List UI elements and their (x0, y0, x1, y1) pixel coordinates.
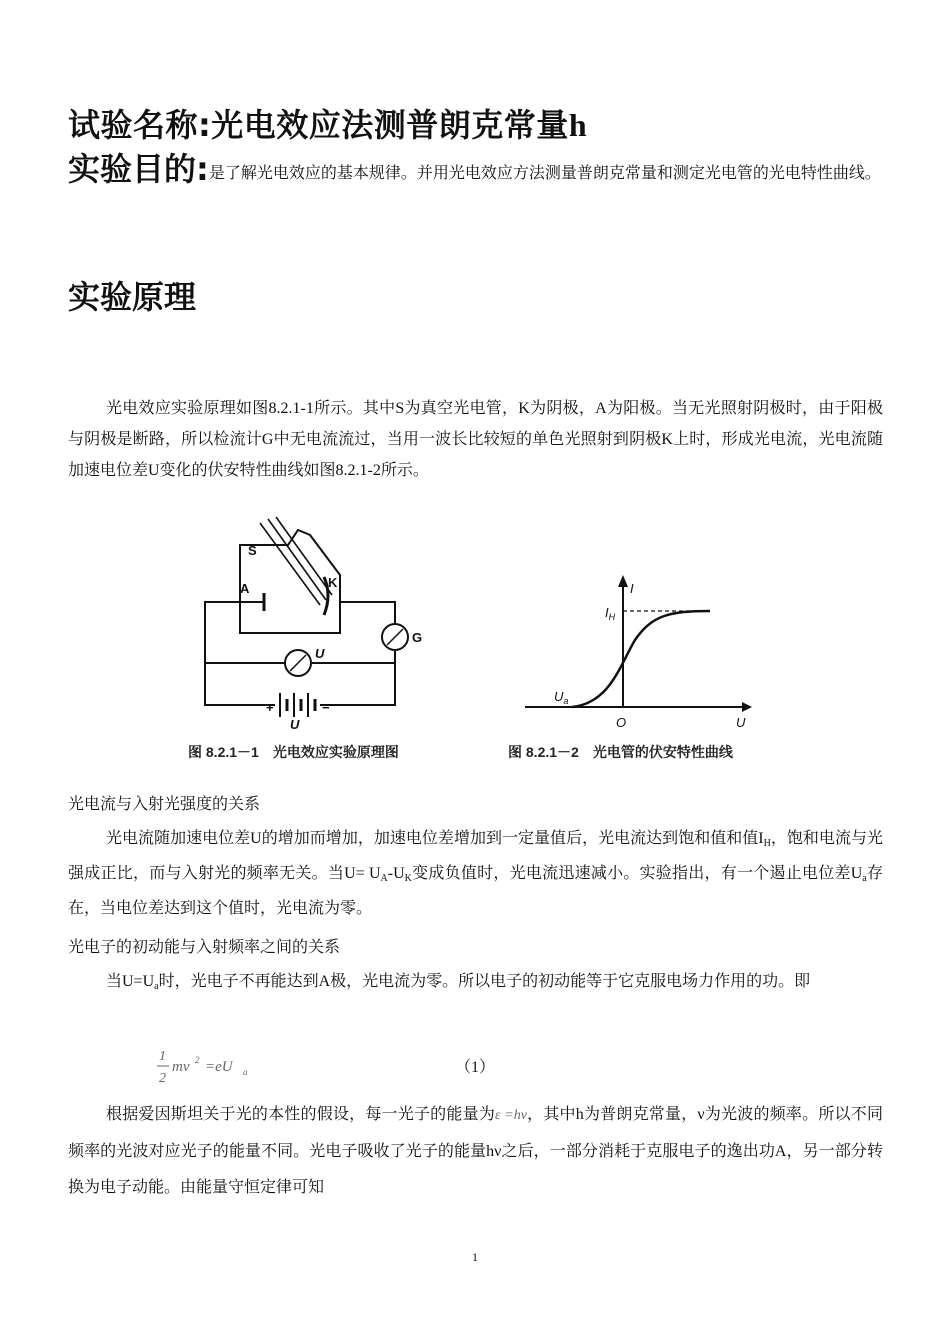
subheading-intensity: 光电流与入射光强度的关系 (68, 796, 261, 813)
label-O: O (616, 715, 627, 730)
page-number: 1 (472, 1250, 478, 1264)
label-G: G (412, 630, 423, 645)
equation-number: （1） (455, 1059, 496, 1076)
svg-text:a: a (243, 1067, 248, 1077)
wire-right-bottom (320, 651, 395, 705)
section-heading: 实验原理 (68, 278, 197, 316)
title-cjk: 试验名称:光电效应法测普朗克常量 (68, 106, 569, 144)
title-latin: h (568, 107, 588, 143)
page-title (68, 100, 587, 146)
label-K: K (328, 575, 338, 590)
paragraph-frequency: 当$U=U_a$时，光电子不再能达到A极，光电流为零。所以电子的初动能等于它克服电场力作用的功。即 (106, 973, 811, 992)
label-plus: + (266, 700, 274, 715)
formula-kinetic-energy (155, 1044, 255, 1090)
iv-curve (572, 611, 710, 707)
label-minus: − (322, 700, 330, 715)
caption-left: 图 8.2.1－1 光电效应实验原理图 (188, 744, 399, 760)
figure-photoelectric (180, 515, 780, 765)
svg-text:1: 1 (159, 1049, 166, 1064)
goal-label: 实验目的: (68, 150, 209, 188)
svg-text:2: 2 (195, 1055, 200, 1065)
subheading-frequency: 光电子的初动能与入射频率之间的关系 (68, 939, 341, 956)
goal-text: 是了解光电效应的基本规律。并用光电效应方法测量普朗克常量和测定光电管的光电特性曲线。 (208, 165, 881, 182)
paragraph-einstein: 根据爱因斯坦关于光的本性的假设，每一光子的能量为ε =hν，其中h为普朗克常量，ν为光波的频率。所以不同频率的光波对应光子的能量不同。光电子吸收了光子的能量hν之后，一部分消耗于克服电子的逸出功A，另一部分转换为电子动能。由能量守恒定律可知 (68, 1106, 883, 1196)
goal-paragraph (68, 150, 883, 193)
svg-text:=eU: =eU (205, 1059, 233, 1075)
circuit-diagram (205, 517, 408, 717)
label-S: S (248, 543, 257, 558)
svg-text:mv: mv (172, 1059, 190, 1075)
label-A: A (240, 581, 250, 596)
label-IH: $I_H$ (605, 605, 616, 622)
paragraph-principle: 光电效应实验原理如图8.2.1-1所示。其中S为真空光电管，K为阴极，A为阳极。当无光照射阴极时，由于阳极与阴极是断路，所以检流计G中无电流流过，当用一波长比较短的单色光照射到阴极K上时，形成光电流，光电流随加速电位差U变化的伏安特性曲线如图8.2.1-2所示。 (68, 400, 883, 479)
wire-right-top (340, 602, 395, 623)
label-U-meter: U (315, 646, 325, 661)
caption-right: 图 8.2.1－2 光电管的伏安特性曲线 (508, 744, 733, 760)
label-I: I (630, 581, 634, 596)
label-U-battery: U (290, 717, 300, 732)
paragraph-intensity: 光电流随加速电位差U的增加而增加，加速电位差增加到一定量值后，光电流达到饱和值和值$I_H$，饱和电流与光强成正比，而与入射光的频率无关。当$U= U_A-U_K$变成负值时，光电流迅速减小。实验指出，有一个遏止电位差$U_a$存在，当电位差达到这个值时，光电流为零。 (68, 830, 883, 917)
label-U-axis: U (736, 715, 746, 730)
svg-text:2: 2 (159, 1071, 166, 1086)
label-Ua: $U_a$ (554, 689, 569, 706)
